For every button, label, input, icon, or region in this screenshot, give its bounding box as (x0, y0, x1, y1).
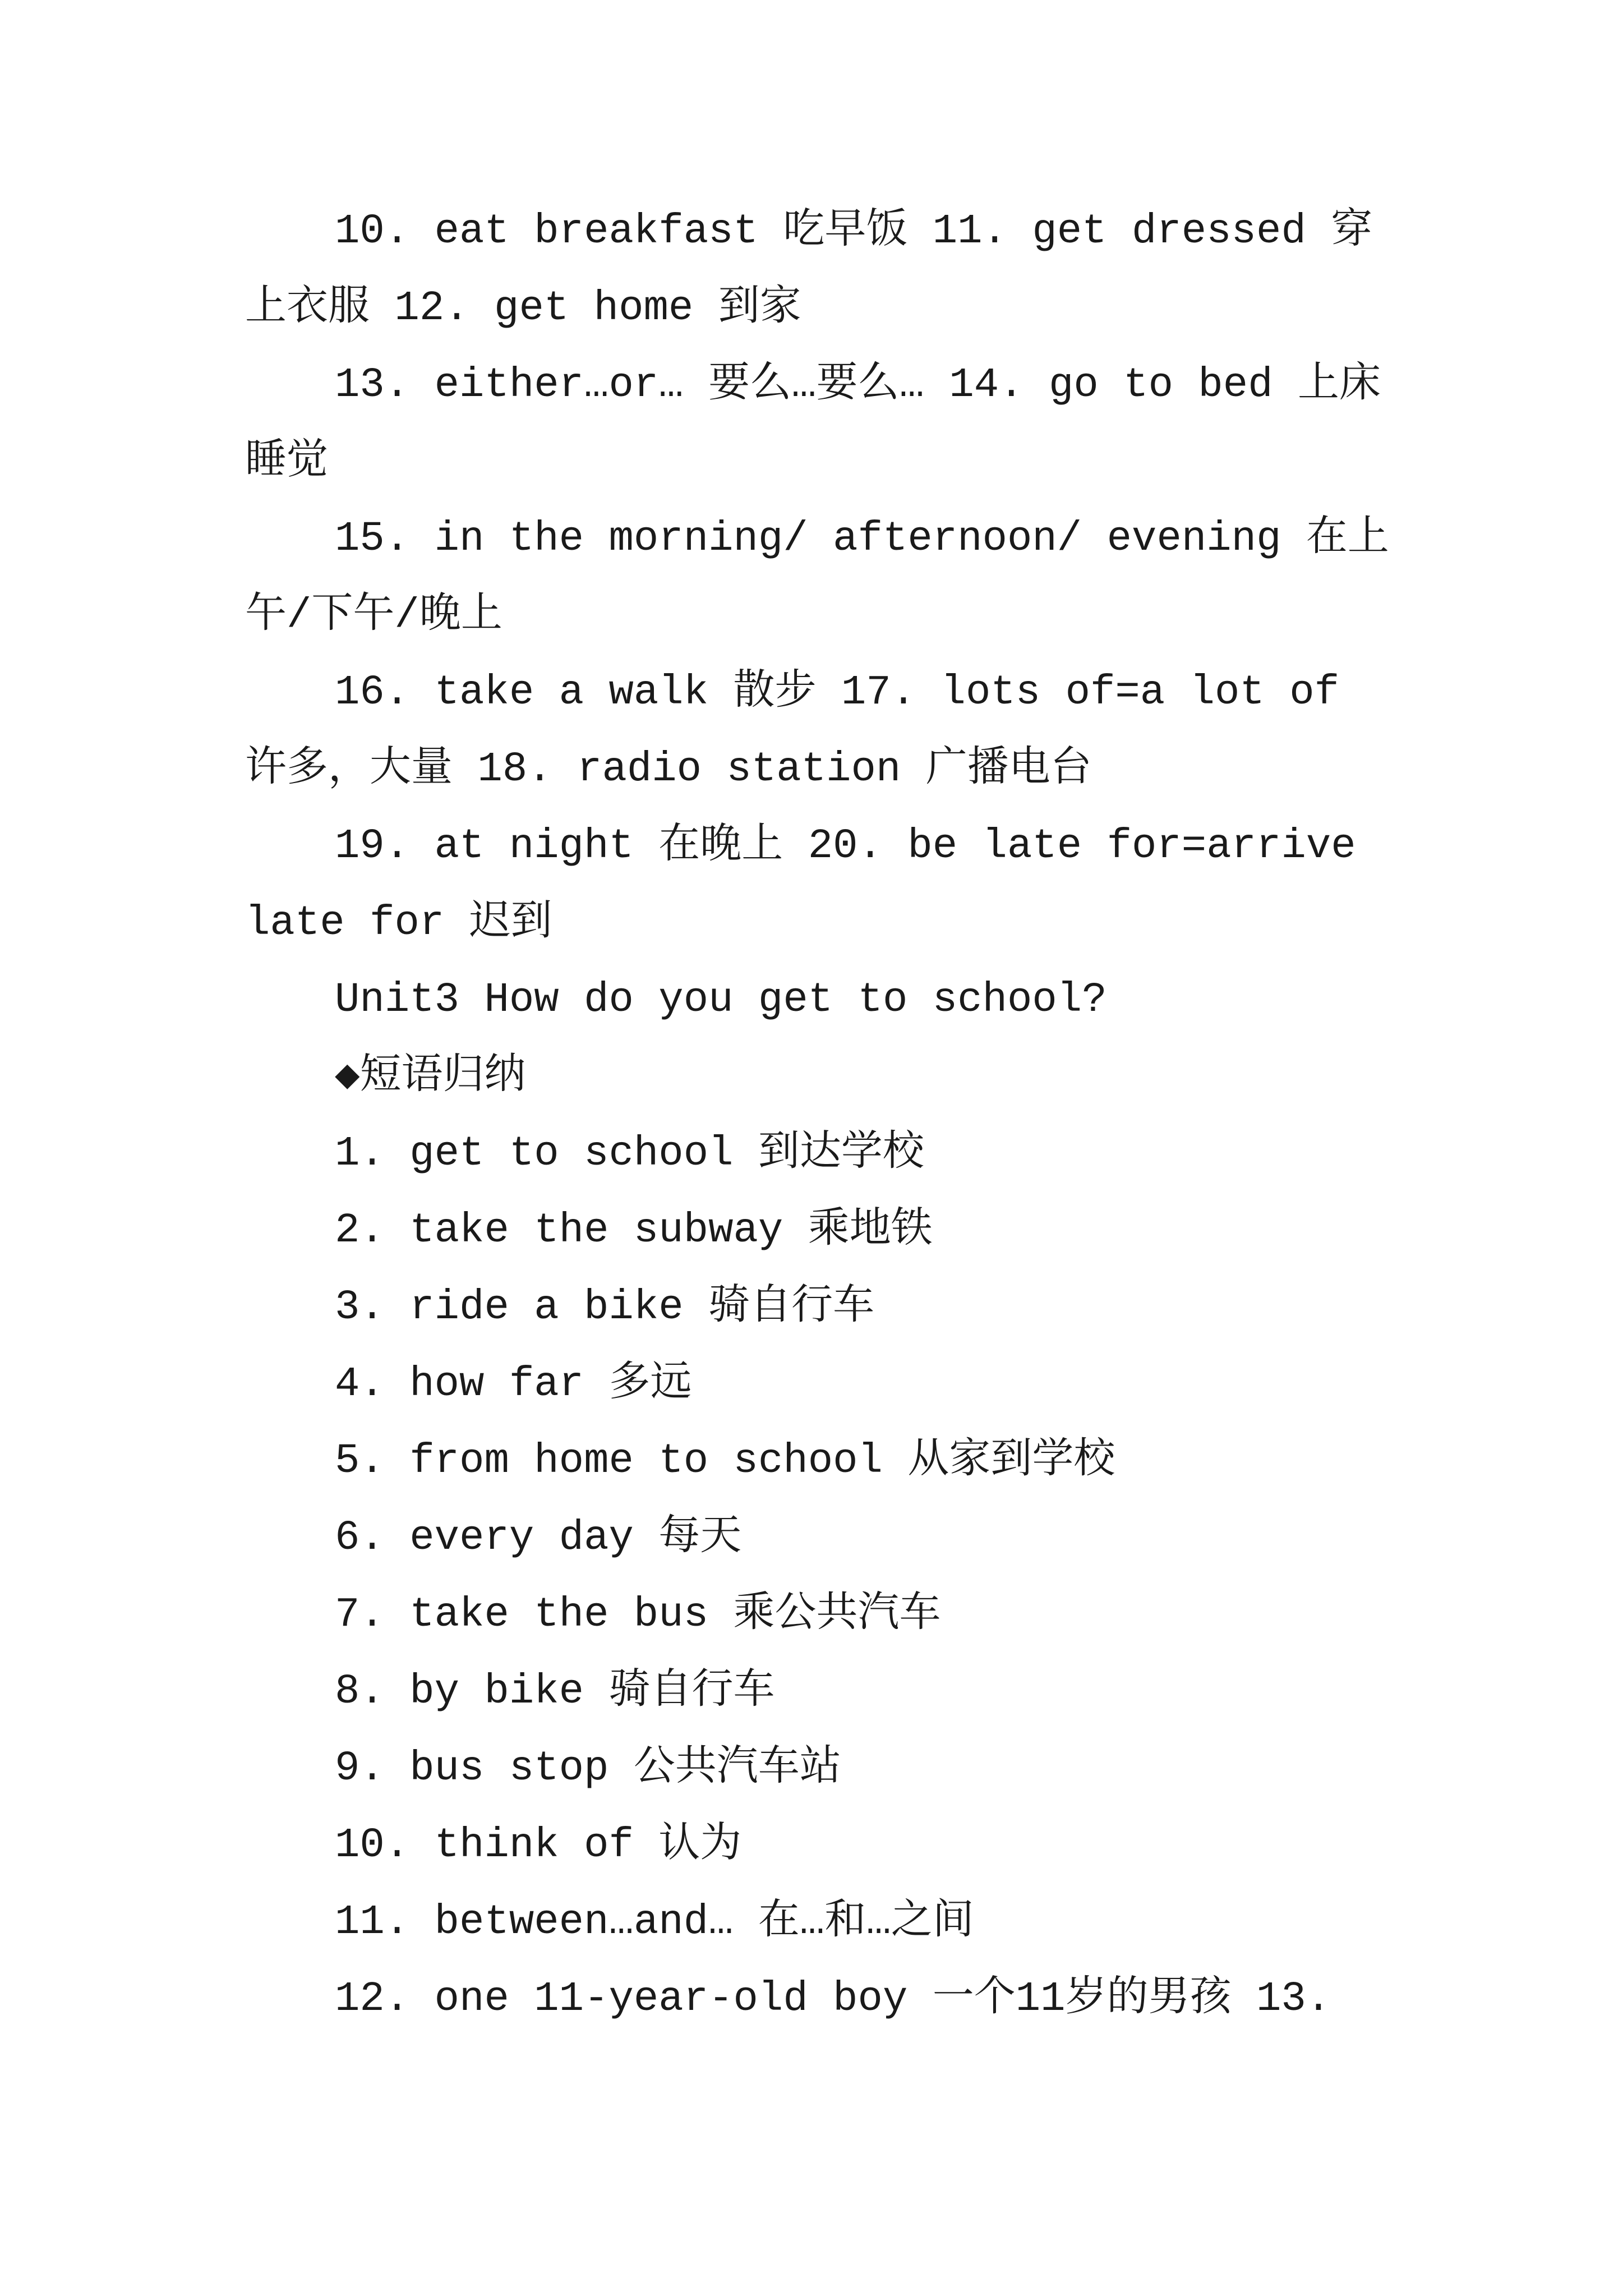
list-item: 7. take the bus 乘公共汽车 (335, 1591, 941, 1639)
paragraph-phrases-13-14: 13. either…or… 要么…要么… 14. go to bed 上床睡觉 (245, 362, 1381, 486)
list-item: 5. from home to school 从家到学校 (335, 1438, 1115, 1485)
list-item: 12. one 11-year-old boy 一个11岁的男孩 13. (335, 1976, 1331, 2023)
list-item: 3. ride a bike 骑自行车 (335, 1284, 875, 1331)
section-heading: ◆短语归纳 (335, 1053, 526, 1101)
list-item: 1. get to school 到达学校 (335, 1130, 924, 1177)
list-item: 2. take the subway 乘地铁 (335, 1207, 933, 1254)
list-item: 9. bus stop 公共汽车站 (335, 1745, 841, 1792)
paragraph-phrases-10-12: 10. eat breakfast 吃早饭 11. get dressed 穿上衣服 12. get home 到家 (245, 208, 1373, 332)
paragraph-phrase-15: 15. in the morning/ afternoon/ evening 在上午/下午/晚上 (245, 516, 1389, 639)
list-item: 10. think of 认为 (335, 1822, 742, 1869)
list-item: 8. by bike 骑自行车 (335, 1668, 775, 1715)
unit-title: Unit3 How do you get to school? (335, 977, 1107, 1024)
list-item: 4. how far 多远 (335, 1361, 692, 1408)
document-page (245, 194, 1395, 2038)
paragraph-phrases-19-20: 19. at night 在晚上 20. be late for=arrive late for 迟到 (245, 823, 1356, 947)
list-item: 6. every day 每天 (335, 1515, 742, 1562)
paragraph-phrases-16-18: 16. take a walk 散步 17. lots of=a lot of 许多，大量 18. radio station 广播电台 (245, 669, 1340, 793)
list-item: 11. between…and… 在…和…之间 (335, 1899, 974, 1946)
